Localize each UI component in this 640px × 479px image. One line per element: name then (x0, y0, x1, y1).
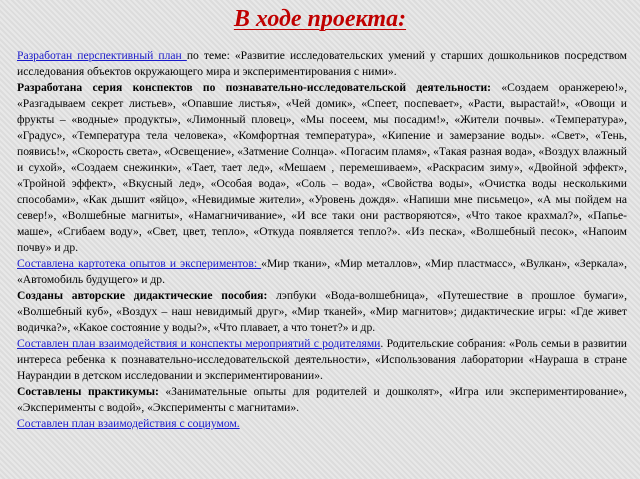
paragraph-didactic-aids (17, 288, 627, 336)
link-card-index[interactable]: Составлена картотека опытов и экспериментов: (17, 257, 262, 270)
paragraph-lesson-notes-lead: Разработана серия конспектов по познавательно-исследовательской деятельности: (17, 81, 492, 94)
paragraph-society (17, 416, 627, 432)
paragraph-plan-text: по теме: «Развитие исследовательских умений у старших дошкольников посредством исследования объектов окружающего мира и экспериментирования с ними». (17, 49, 627, 78)
paragraph-lesson-notes-text: «Создаем оранжерею!», «Разгадываем секрет листьев», «Опавшие листья», «Чей домик», «Спеет, поспевает», «Расти, вырастай!», «Овощи и фрукты – «водные» продукты», «Лимонный пловец», «Мы посеем, мы посадим!», «Жители почвы». «Температура», «Градус», «Температура тела человека», «Комфортная температура», «Кипение и замерзание воды». «Свет», «Тень, появись!», «Скорость света», «Освещение», «Затмение Солнца». «Погасим пламя», «Такая разная вода», «Воздух влажный и сухой», «Создаем снежинки», «Тает, тает лед», «Мешаем , перемешиваем», «Раскрасим зиму», «Двойной эффект», «Тройной эффект», «Вкусный лед», «Особая вода», «Соль – вода», «Свойства воды», «Очистка воды несколькими способами», «Как дышит «яйцо», «Невидимые жители», «Уровень дождя». «Напиши мне письмецо», «А мы пойдем на север!», «Волшебные магниты», «Намагничивание», «И все таки они растворяются», «Что такое крахмал?», «Папье-маше», «Сгибаем воду», «Свет, цвет, тепло», «Откуда появляется тепло?». «Из песка», «Волшебный песок», «Напоим почву» и др. (17, 81, 627, 254)
link-perspective-plan[interactable]: Разработан перспективный план (17, 49, 187, 62)
paragraph-card-index-text: «Мир ткани», «Мир металлов», «Мир пластмасс», «Вулкан», «Зеркала», «Автомобиль будущего» и др. (17, 257, 627, 286)
paragraph-didactic-aids-text: лэпбуки «Вода-волшебница», «Путешествие в прошлое бумаги», «Волшебный куб», «Воздух – наш невидимый друг», «Мир тканей», «Мир магнитов»; дидактические игры: «Где живет водичка?», «Какое состояние у воды?», «Что плавает, а что тонет?» и др. (17, 289, 628, 334)
paragraph-lesson-notes (17, 80, 627, 256)
paragraph-card-index (17, 256, 627, 288)
link-society-plan[interactable]: Составлен план взаимодействия с социумом. (17, 417, 240, 430)
paragraph-parents-text: . Родительские собрания: «Роль семьи в развитии интереса ребенка к познавательно-исследовательской деятельности», «Использования лаборатории «Наураша в стране Наурандии в детском исследовании и экспериментировании». (17, 337, 628, 382)
paragraph-parents (17, 336, 627, 384)
paragraph-didactic-aids-lead: Созданы авторские дидактические пособия: (17, 289, 268, 302)
slide-content (17, 48, 627, 432)
link-parents-plan[interactable]: Составлен план взаимодействия и конспекты мероприятий с родителями (17, 337, 381, 350)
paragraph-workshops-lead: Составлены практикумы: (17, 385, 159, 398)
paragraph-plan (17, 48, 627, 80)
paragraph-workshops (17, 384, 627, 416)
paragraph-workshops-text: «Занимательные опыты для родителей и дошколят», «Игра или экспериментирование», «Эксперименты с водой», «Эксперименты с магнитами». (17, 385, 627, 414)
slide-title: В ходе проекта: (233, 6, 407, 32)
